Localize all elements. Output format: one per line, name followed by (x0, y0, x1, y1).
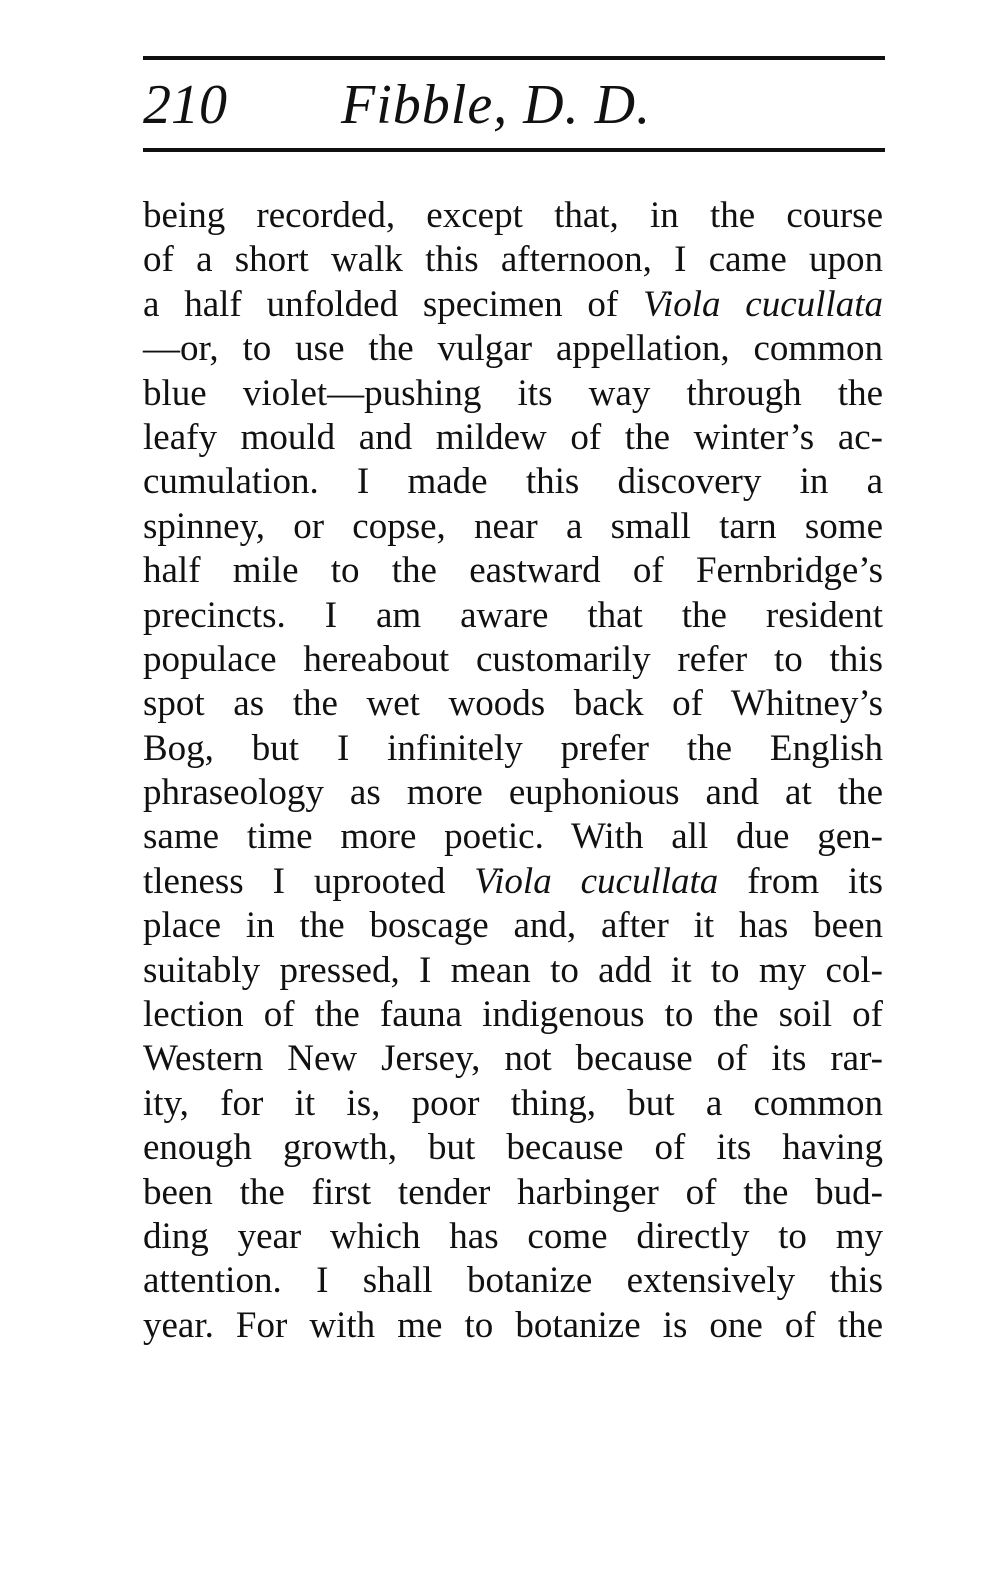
text-line (143, 460, 883, 504)
text-segment: spot as the wet woods back of Whitney’s (143, 683, 883, 725)
text-line (143, 594, 883, 638)
text-segment: ding year which has come directly to my (143, 1215, 883, 1257)
text-line (143, 194, 883, 238)
text-segment: attention. I shall botanize extensively this (143, 1260, 883, 1302)
text-line (143, 1215, 883, 1259)
body-text (143, 194, 883, 1348)
text-segment: being recorded, except that, in the course (143, 195, 883, 236)
text-segment: spinney, or copse, near a small tarn some (143, 505, 883, 547)
text-line (143, 1126, 883, 1170)
text-line (143, 505, 883, 549)
text-line (143, 771, 883, 815)
text-segment: place in the boscage and, after it has been (143, 905, 883, 947)
text-line (143, 1259, 883, 1303)
text-line (143, 327, 883, 371)
text-line (143, 1304, 883, 1348)
text-segment: lection of the fauna indigenous to the soil of (143, 994, 883, 1036)
text-line (143, 949, 883, 993)
text-segment: populace hereabout customarily refer to this (143, 638, 883, 680)
italic-phrase: Viola cucullata (643, 283, 883, 325)
running-head (143, 70, 885, 140)
text-segment: year. For with me to botanize is one of the (143, 1304, 883, 1346)
text-segment: Bog, but I infinitely prefer the English (143, 727, 883, 769)
text-segment: Western New Jersey, not because of its rar- (143, 1038, 883, 1080)
book-title: Fibble, D. D. (341, 74, 652, 136)
text-segment: a half unfolded specimen of (143, 283, 644, 325)
text-line (143, 638, 883, 682)
text-segment: phraseology as more euphonious and at the (143, 772, 883, 814)
text-segment: suitably pressed, I mean to add it to my col- (143, 949, 883, 991)
text-line (143, 904, 883, 948)
top-rule (143, 56, 885, 60)
text-line (143, 416, 883, 460)
text-segment: half mile to the eastward of Fernbridge’s (143, 550, 883, 592)
text-line (143, 815, 883, 859)
text-line (143, 1171, 883, 1215)
text-line (143, 283, 883, 327)
text-line (143, 682, 883, 726)
text-line (143, 1037, 883, 1081)
text-segment: blue violet—pushing its way through the (143, 372, 883, 414)
text-line (143, 727, 883, 771)
page-number: 210 (143, 74, 227, 136)
text-segment: tleness I uprooted (143, 860, 475, 902)
text-segment: leafy mould and mildew of the winter’s ac- (143, 416, 883, 458)
text-segment: —or, to use the vulgar appellation, common (143, 328, 883, 370)
text-segment: cumulation. I made this discovery in a (143, 461, 883, 503)
text-line (143, 372, 883, 416)
text-segment: been the first tender harbinger of the bud- (143, 1171, 883, 1213)
text-line (143, 993, 883, 1037)
italic-phrase: Viola cucullata (474, 860, 719, 902)
text-segment: same time more poetic. With all due gen- (143, 816, 883, 858)
header-bottom-rule (143, 148, 885, 152)
text-line (143, 1082, 883, 1126)
text-segment: of a short walk this afternoon, I came upon (143, 239, 883, 281)
text-segment: ity, for it is, poor thing, but a common (143, 1082, 883, 1124)
text-line (143, 238, 883, 282)
text-segment: precincts. I am aware that the resident (143, 594, 883, 636)
text-segment: enough growth, but because of its having (143, 1127, 883, 1169)
text-line (143, 549, 883, 593)
text-line (143, 860, 883, 904)
text-segment: from its (718, 860, 883, 902)
